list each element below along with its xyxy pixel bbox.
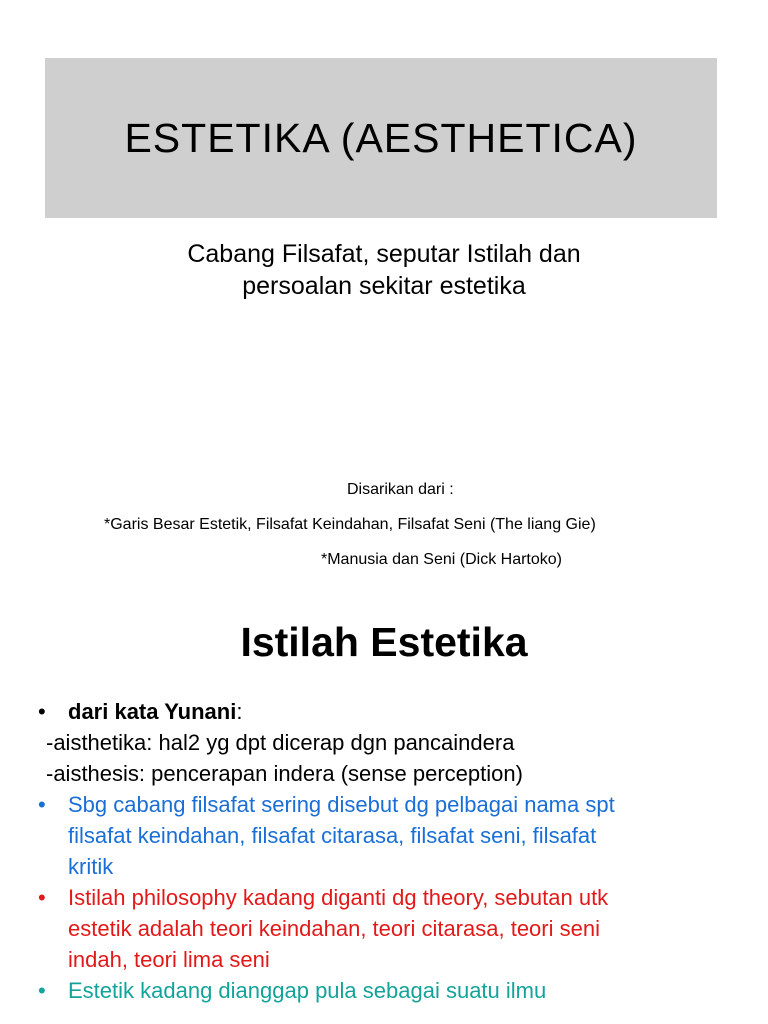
subtitle xyxy=(0,238,768,302)
bullet-marker: • xyxy=(38,699,46,724)
bullet-suffix: : xyxy=(236,699,243,724)
credits-source-2: *Manusia dan Seni (Dick Hartoko) xyxy=(321,551,562,568)
bullet-item-branch xyxy=(38,789,728,882)
bullet-line: kritik xyxy=(68,854,114,879)
bullet-item-greek xyxy=(38,696,728,727)
page-title: ESTETIKA (AESTHETICA) xyxy=(124,114,638,161)
sub-item-aisthesis xyxy=(38,758,728,789)
bullet-line: estetik adalah teori keindahan, teori citarasa, teori seni xyxy=(68,916,600,941)
subtitle-line-2: persoalan sekitar estetika xyxy=(242,272,526,300)
bullet-bold-text: dari kata Yunani xyxy=(68,699,237,724)
section-title: Istilah Estetika xyxy=(240,619,528,665)
bullet-line: filsafat keindahan, filsafat citarasa, filsafat seni, filsafat xyxy=(68,823,597,848)
bullet-marker: • xyxy=(38,792,46,817)
bullet-list xyxy=(38,696,728,1006)
bullet-item-science xyxy=(38,975,728,1006)
bullet-marker: • xyxy=(38,885,46,910)
credits-intro: Disarikan dari : xyxy=(347,481,454,498)
credits-source-1: *Garis Besar Estetik, Filsafat Keindahan, Filsafat Seni (The liang Gie) xyxy=(104,516,596,533)
sub-item-text: -aisthesis: pencerapan indera (sense perception) xyxy=(46,761,523,786)
sub-item-text: -aisthetika: hal2 yg dpt dicerap dgn pancaindera xyxy=(46,730,515,755)
subtitle-line-1: Cabang Filsafat, seputar Istilah dan xyxy=(187,240,581,268)
bullet-line: indah, teori lima seni xyxy=(68,947,270,972)
title-banner xyxy=(45,58,717,218)
bullet-marker: • xyxy=(38,978,46,1003)
bullet-line: Istilah philosophy kadang diganti dg theory, sebutan utk xyxy=(68,885,609,910)
bullet-line: Sbg cabang filsafat sering disebut dg pelbagai nama spt xyxy=(68,792,615,817)
sub-item-aisthetika xyxy=(38,727,728,758)
bullet-line: Estetik kadang dianggap pula sebagai suatu ilmu xyxy=(68,978,547,1003)
bullet-item-theory xyxy=(38,882,728,975)
